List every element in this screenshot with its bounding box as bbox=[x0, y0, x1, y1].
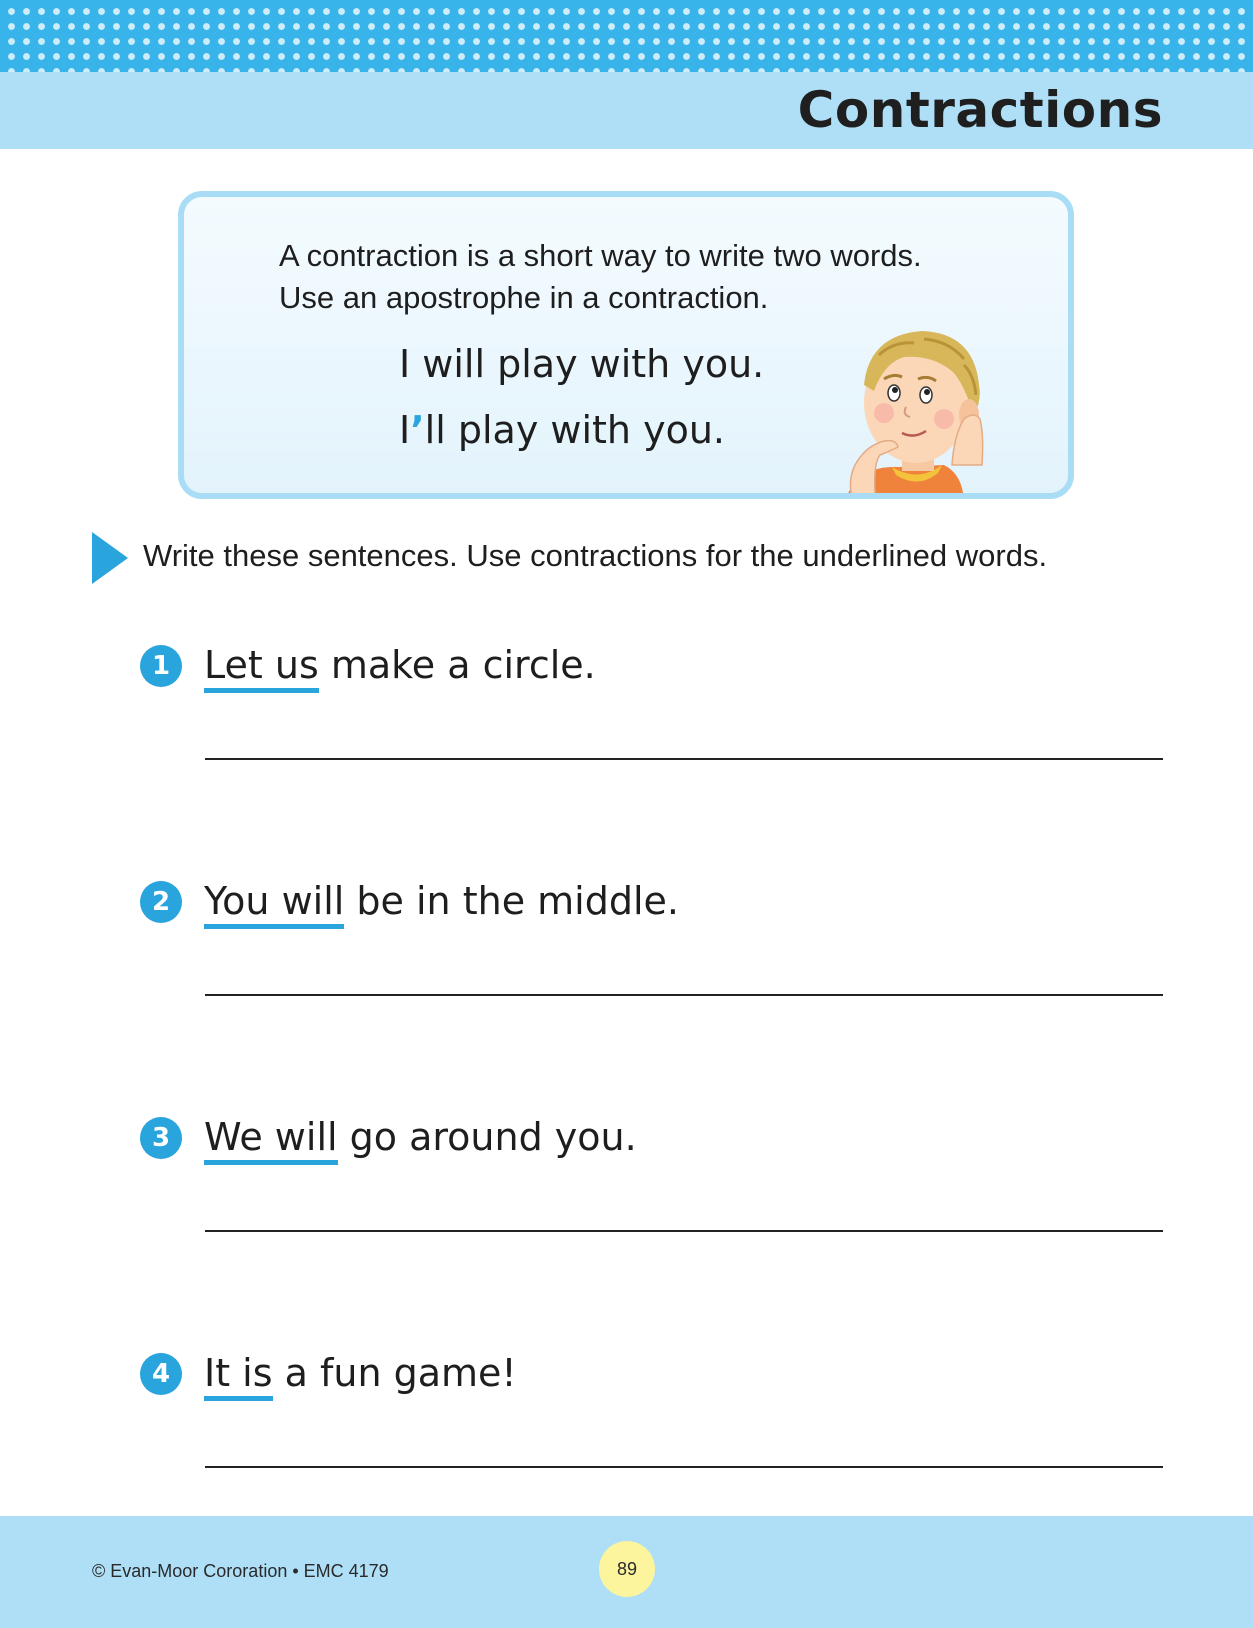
exercise-item-3 bbox=[140, 1109, 1160, 1249]
item-sentence bbox=[204, 1109, 637, 1165]
instruction-arrow-icon bbox=[92, 532, 128, 584]
sentence-rest: a fun game! bbox=[272, 1351, 517, 1395]
sentence-rest: be in the middle. bbox=[344, 879, 679, 923]
answer-writing-line[interactable] bbox=[205, 758, 1163, 760]
thinking-boy-illustration bbox=[814, 315, 1014, 499]
rule-text-line-1: A contraction is a short way to write two words. bbox=[279, 238, 922, 273]
underlined-words: Let us bbox=[204, 643, 319, 693]
page-title: Contractions bbox=[797, 81, 1163, 139]
item-number-badge: 3 bbox=[140, 1117, 182, 1159]
apostrophe-highlight: ’ bbox=[410, 408, 425, 452]
exercise-item-1 bbox=[140, 637, 1160, 777]
answer-writing-line[interactable] bbox=[205, 994, 1163, 996]
example-contraction-rest: ll play with you. bbox=[424, 408, 725, 452]
item-number-badge: 1 bbox=[140, 645, 182, 687]
example-sentence-contraction bbox=[399, 407, 725, 453]
underlined-words: You will bbox=[204, 879, 344, 929]
item-sentence bbox=[204, 637, 596, 693]
copyright-text: © Evan-Moor Cororation • EMC 4179 bbox=[92, 1561, 389, 1581]
item-number-badge: 2 bbox=[140, 881, 182, 923]
item-sentence bbox=[204, 1345, 517, 1401]
sentence-rest: make a circle. bbox=[318, 643, 596, 687]
dotted-header-pattern bbox=[0, 0, 1253, 72]
answer-writing-line[interactable] bbox=[205, 1466, 1163, 1468]
exercise-item-2 bbox=[140, 873, 1160, 1013]
example-sentence-full: I will play with you. bbox=[399, 342, 765, 386]
item-sentence bbox=[204, 873, 679, 929]
example-contraction-start: I bbox=[399, 408, 411, 452]
underlined-words: It is bbox=[204, 1351, 273, 1401]
page-number: 89 bbox=[599, 1541, 655, 1597]
footer bbox=[0, 1516, 1253, 1628]
rule-text-line-2: Use an apostrophe in a contraction. bbox=[279, 280, 769, 315]
sentence-rest: go around you. bbox=[337, 1115, 637, 1159]
exercise-item-4 bbox=[140, 1345, 1160, 1485]
item-number-badge: 4 bbox=[140, 1353, 182, 1395]
instruction-text: Write these sentences. Use contractions for the underlined words. bbox=[143, 538, 1048, 573]
underlined-words: We will bbox=[204, 1115, 338, 1165]
rule-box bbox=[178, 191, 1074, 499]
answer-writing-line[interactable] bbox=[205, 1230, 1163, 1232]
